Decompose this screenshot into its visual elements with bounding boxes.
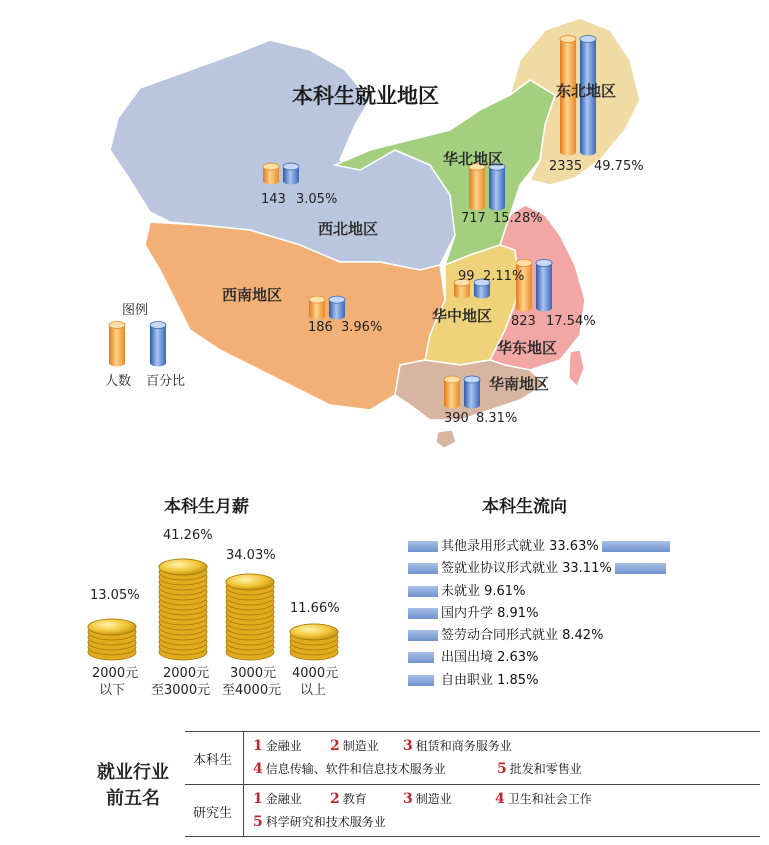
row-label-undergrad: 本科生 [193, 753, 233, 768]
salary-label-1b: 以下 [99, 683, 126, 698]
value-percent-central: 2.11% [483, 269, 525, 284]
flow-title: 本科生流向 [482, 497, 567, 517]
bar-percent-2 [283, 163, 299, 184]
flow-row [408, 605, 668, 627]
legend-count-swatch [109, 322, 125, 367]
salary-label-2a: 2000元 [163, 666, 210, 681]
value-count-east: 823 [511, 314, 536, 329]
bar-count-4 [516, 259, 532, 311]
industry-item: 2 教育 [330, 791, 367, 807]
flow-label: 出国出境 2.63% [438, 649, 541, 666]
flow-row [408, 583, 668, 605]
salary-coin-stack-1 [88, 619, 136, 660]
salary-label-4b: 以上 [300, 683, 327, 698]
salary-coin-stack-3 [226, 574, 274, 660]
value-percent-north: 15.28% [493, 211, 543, 226]
region-label-northwest: 西北地区 [318, 220, 379, 238]
bar-count-6 [444, 376, 460, 409]
legend-percent-label: 百分比 [146, 374, 186, 389]
industry-item: 3 制造业 [403, 791, 452, 807]
flow-label: 未就业 9.61% [438, 583, 528, 600]
flow-bar [408, 675, 434, 686]
value-count-north: 717 [461, 211, 486, 226]
region-label-east: 华东地区 [497, 339, 558, 357]
bar-count-1 [469, 163, 485, 210]
salary-label-3a: 3000元 [230, 666, 277, 681]
bar-count-2 [263, 163, 279, 184]
flow-row [408, 649, 668, 671]
region-taiwan [569, 350, 584, 386]
region-label-north: 华北地区 [443, 150, 504, 168]
flow-label: 国内升学 8.91% [438, 605, 541, 622]
industry-item: 1 金融业 [253, 738, 302, 754]
value-percent-east: 17.54% [546, 314, 596, 329]
industry-item: 4 信息传输、软件和信息技术服务业 [253, 761, 446, 777]
salary-percent-1: 13.05% [90, 588, 140, 603]
value-percent-south: 8.31% [476, 411, 518, 426]
flow-label: 签劳动合同形式就业 8.42% [438, 627, 606, 644]
region-label-central: 华中地区 [432, 307, 493, 325]
region-label-southwest: 西南地区 [222, 286, 283, 304]
salary-label-1a: 2000元 [92, 666, 139, 681]
flow-row [408, 627, 668, 649]
flow-label: 签就业协议形式就业 33.11% [438, 560, 615, 577]
value-count-central: 99 [458, 269, 475, 284]
region-label-northeast: 东北地区 [556, 82, 617, 100]
bar-count-5 [309, 296, 325, 319]
salary-title: 本科生月薪 [164, 497, 249, 517]
flow-row [408, 560, 668, 582]
industry-item: 5 批发和零售业 [497, 761, 582, 777]
salary-percent-4: 11.66% [290, 601, 340, 616]
table-rule-vertical [243, 731, 244, 837]
table-rule-middle [185, 784, 760, 785]
industry-item: 4 卫生和社会工作 [495, 791, 592, 807]
table-rule-bottom [185, 836, 760, 837]
industry-item: 2 制造业 [330, 738, 379, 754]
industry-title [78, 760, 188, 812]
value-percent-southwest: 3.96% [341, 320, 383, 335]
flow-row [408, 538, 668, 560]
salary-label-3b: 至4000元 [222, 683, 282, 698]
flow-label: 其他录用形式就业 33.63% [438, 538, 602, 555]
industry-table [185, 731, 760, 837]
bar-percent-1 [489, 163, 505, 210]
industry-item: 3 租赁和商务服务业 [403, 738, 512, 754]
legend-count-label: 人数 [105, 374, 132, 389]
salary-coin-stack-2 [159, 559, 207, 660]
salary-coin-stack-4 [290, 624, 338, 660]
industry-item: 5 科学研究和技术服务业 [253, 814, 386, 830]
salary-percent-2: 41.26% [163, 528, 213, 543]
map-title: 本科生就业地区 [292, 84, 439, 108]
industry-title-line2: 前五名 [106, 788, 160, 809]
table-rule-top [185, 731, 760, 732]
flow-label: 自由职业 1.85% [438, 672, 541, 689]
value-count-south: 390 [444, 411, 469, 426]
value-count-northwest: 143 [261, 192, 286, 207]
salary-label-4a: 4000元 [292, 666, 339, 681]
flow-bar [408, 652, 434, 663]
bar-percent-6 [464, 376, 480, 409]
salary-percent-3: 34.03% [226, 548, 276, 563]
industry-item: 1 金融业 [253, 791, 302, 807]
bar-percent-5 [329, 296, 345, 319]
value-count-northeast: 2335 [549, 159, 583, 174]
legend-percent-swatch [150, 322, 166, 367]
value-count-southwest: 186 [308, 320, 333, 335]
value-percent-northeast: 49.75% [594, 159, 644, 174]
region-hainan [436, 430, 456, 448]
bar-percent-4 [536, 259, 552, 311]
salary-label-2b: 至3000元 [151, 683, 211, 698]
flow-chart [408, 538, 668, 694]
flow-row [408, 672, 668, 694]
industry-title-line1: 就业行业 [97, 762, 169, 783]
legend-title: 图例 [122, 303, 149, 318]
region-label-south: 华南地区 [489, 375, 550, 393]
row-label-graduate: 研究生 [193, 806, 233, 821]
value-percent-northwest: 3.05% [296, 192, 338, 207]
